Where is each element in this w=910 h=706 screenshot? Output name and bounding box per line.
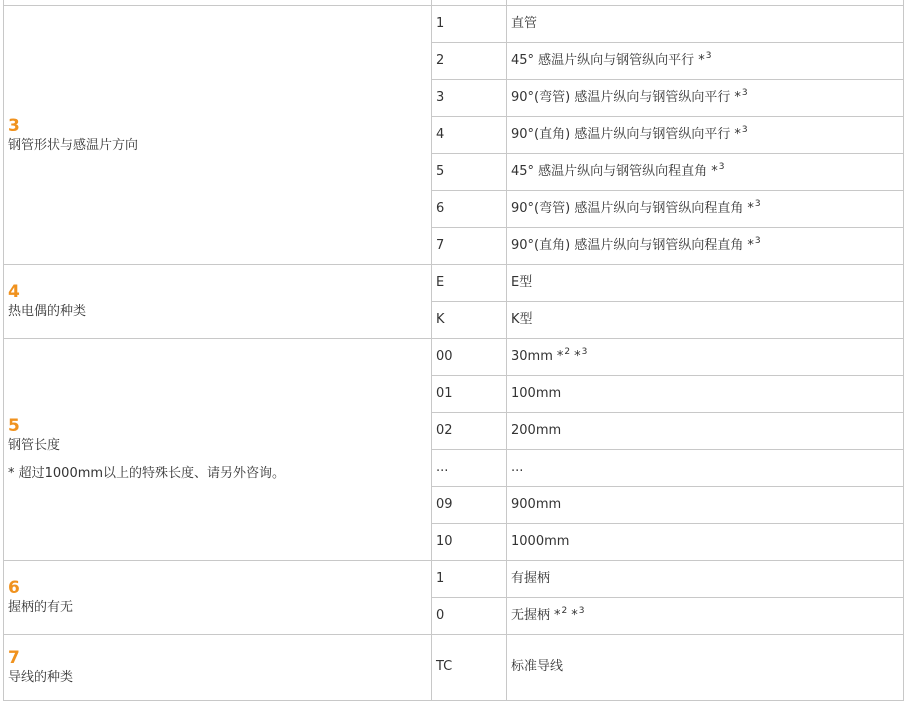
code-cell: 0 [432,597,507,634]
description-cell [507,264,904,301]
description-text: 标准导线 [511,659,564,674]
code-cell: 09 [432,486,507,523]
footnote-mark: *$^3$ [711,162,725,179]
section-title: 钢管形状与感温片方向 [8,137,139,153]
description-cell [507,375,904,412]
table-row [4,338,904,375]
code-cell: 1 [432,560,507,597]
description-cell [507,190,904,227]
description-cell [507,79,904,116]
description-cell [507,560,904,597]
footnote-number: 2 [564,347,571,358]
section-header-cell [4,5,432,264]
code-cell: 1 [432,5,507,42]
footnote-mark: *$^3$ [574,347,588,364]
description-text: 900mm [511,496,562,512]
code-cell: K [432,301,507,338]
footnote-mark: *$^3$ [571,606,585,623]
section-number: 7 [8,648,20,668]
section-number: 6 [8,578,20,598]
footnote-mark: *$^2$ [556,347,571,364]
description-cell [507,227,904,264]
section-note: * 超过1000mm以上的特殊长度、请另外咨询。 [8,466,286,481]
description-text: 90°(弯管) 感温片纵向与钢管纵向程直角 [511,200,744,216]
footnote-number: 3 [754,199,761,210]
description-text: 45° 感温片纵向与钢管纵向平行 [511,52,695,68]
description-text: 直管 [511,15,538,31]
code-cell: 4 [432,116,507,153]
code-cell: 02 [432,412,507,449]
description-text: 30mm [511,348,553,364]
description-text: 200mm [511,422,562,438]
description-text: 1000mm [511,533,570,549]
code-cell: 3 [432,79,507,116]
table-row [4,560,904,597]
description-text: ... [511,459,524,475]
description-text: 90°(直角) 感温片纵向与钢管纵向程直角 [511,237,744,253]
description-text: 45° 感温片纵向与钢管纵向程直角 [511,163,708,179]
section-title: 热电偶的种类 [8,304,87,319]
description-text: K型 [511,311,533,327]
footnote-mark: *$^2$ [554,606,568,623]
footnote-mark: *$^3$ [747,236,761,253]
spec-table [3,0,904,701]
footnote-number: 3 [754,236,761,247]
section-number: 3 [8,115,20,136]
footnote-number: 3 [578,606,585,617]
code-cell: 00 [432,338,507,375]
description-cell [507,449,904,486]
code-cell: 5 [432,153,507,190]
footnote-number: 3 [581,347,588,358]
code-cell: 7 [432,227,507,264]
description-cell [507,412,904,449]
footnote-number: 3 [741,125,748,136]
description-text: 90°(弯管) 感温片纵向与钢管纵向平行 [511,89,731,105]
description-cell [507,301,904,338]
description-cell [507,116,904,153]
description-cell [507,153,904,190]
description-cell [507,5,904,42]
description-text: 100mm [511,385,562,401]
code-cell: E [432,264,507,301]
description-cell [507,597,904,634]
description-cell [507,486,904,523]
section-title: 握柄的有无 [8,600,74,615]
description-text: 无握柄 [511,607,551,623]
description-cell [507,42,904,79]
section-number: 5 [8,416,20,436]
footnote-number: 2 [561,606,568,617]
description-text: E型 [511,274,533,290]
code-cell: 6 [432,190,507,227]
section-header-cell [4,338,432,560]
code-cell: 2 [432,42,507,79]
code-cell: TC [432,634,507,700]
table-row [4,5,904,42]
footnote-mark: *$^3$ [698,51,712,68]
description-text: 有握柄 [511,570,551,586]
code-cell: 10 [432,523,507,560]
description-cell [507,634,904,700]
section-number: 4 [8,282,20,302]
code-cell: 01 [432,375,507,412]
footnote-mark: *$^3$ [734,125,748,142]
footnote-mark: *$^3$ [747,199,761,216]
footnote-number: 3 [741,88,748,99]
footnote-number: 3 [705,51,712,62]
section-title: 导线的种类 [8,670,74,685]
table-row [4,634,904,700]
description-cell [507,338,904,375]
section-title: 钢管长度 [8,438,61,453]
section-header-cell [4,560,432,634]
code-cell: ... [432,449,507,486]
table-row [4,264,904,301]
footnote-mark: *$^3$ [734,88,748,105]
description-cell [507,523,904,560]
section-header-cell [4,634,432,700]
footnote-number: 3 [718,162,725,173]
spec-table-body [4,0,904,700]
section-header-cell [4,264,432,338]
description-text: 90°(直角) 感温片纵向与钢管纵向平行 [511,126,731,142]
